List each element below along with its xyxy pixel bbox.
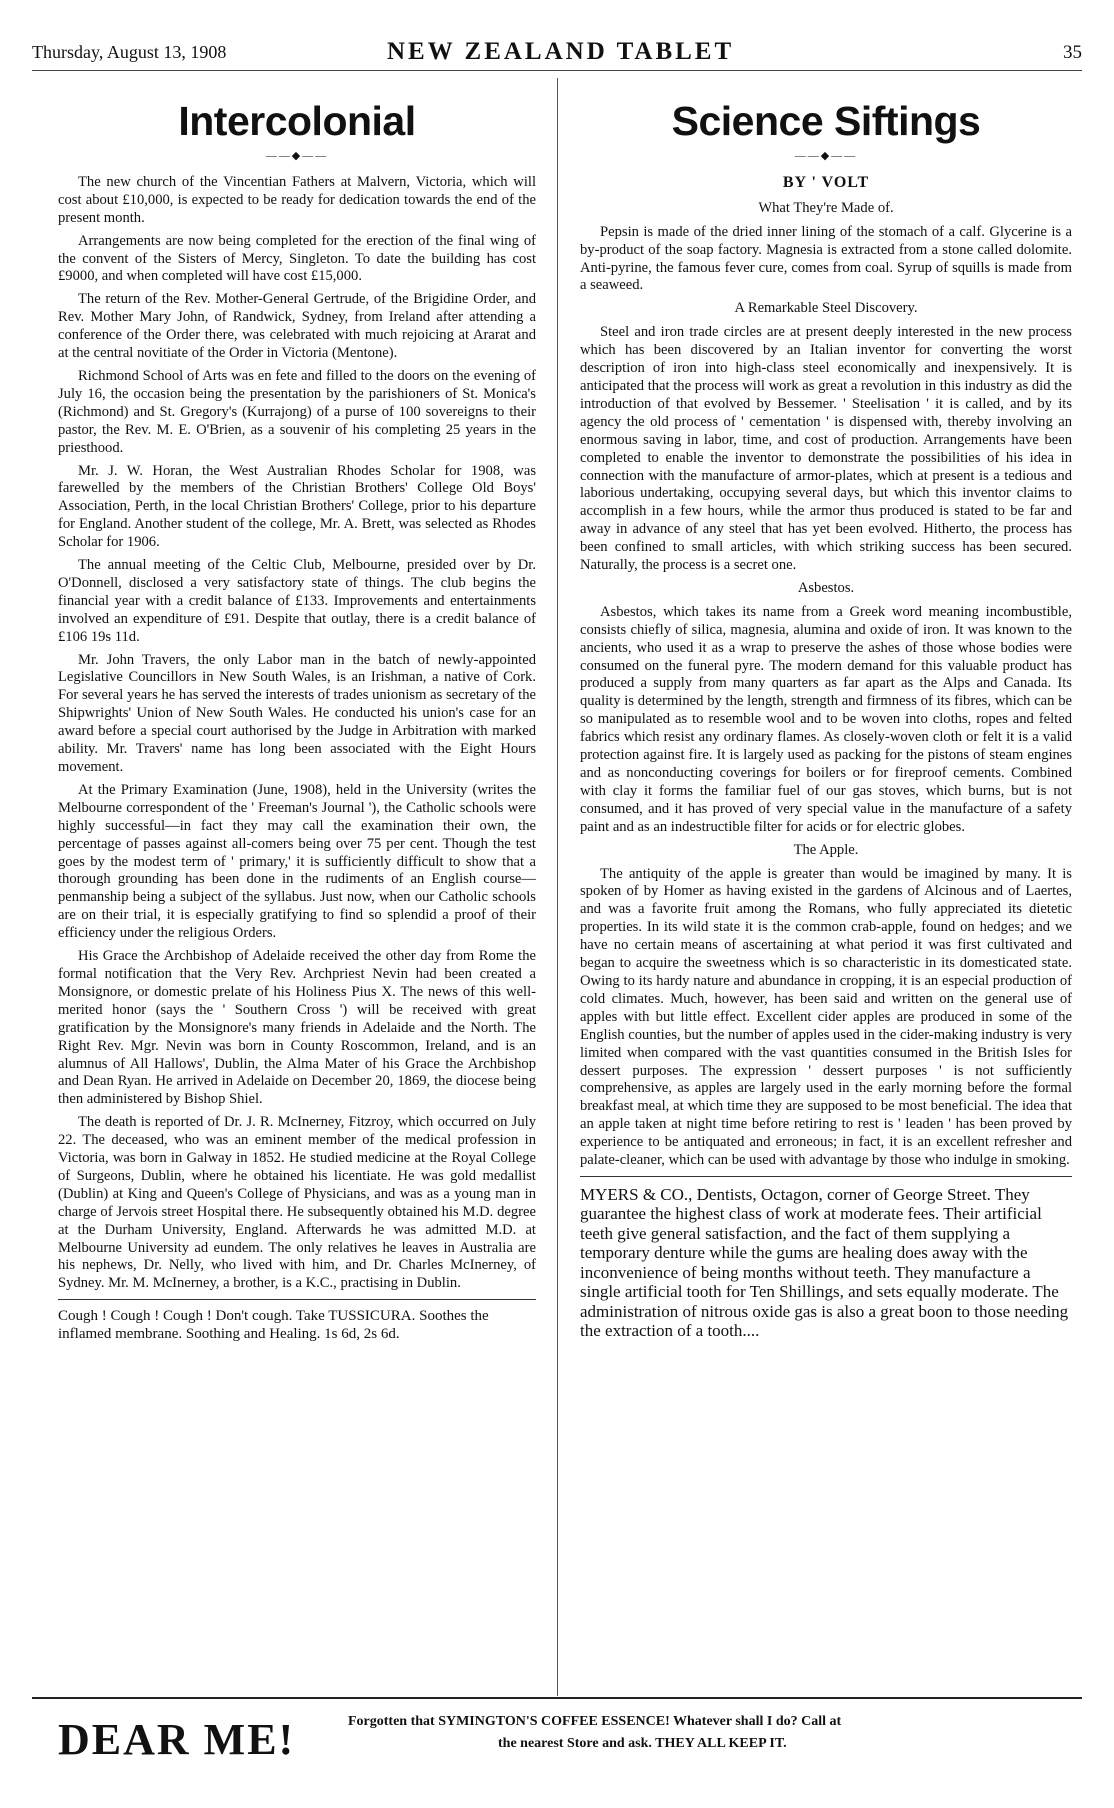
- advert-rule: [580, 1176, 1072, 1177]
- article-paragraph: Pepsin is made of the dried inner lining of the stomach of a calf. Glycerine is a by-product of the soap factory. Magnesia is extracted from a stone called dolomite. Anti-pyrine, the famous fever cure, comes from coal. Syrup of squills is made from a seaweed.: [580, 223, 1072, 294]
- issue-date: Thursday, August 13, 1908: [32, 42, 227, 62]
- article-paragraph: Asbestos, which takes its name from a Greek word meaning incombustible, consists chiefly of silica, magnesia, alumina and oxide of iron. It was known to the ancients, who used it as a wrap to preserve the ashes of those whose bodies were consumed on the funeral pyre. The modern demand for this valuable product has produced a supply from many quarters as far apart as the Alps and Canada. Its quality is determined by the length, strength and firmness of its fibres, which can be so manipulated as to resemble wool and to be woven into cloths, ropes and felted fabrics which resist any ordinary flames. As closely-woven cloth or felt it is a valid protection against fire. It is largely used as packing for the pistons of steam engines and as nonconducting coverings for boilers or for fireproof cements. Combined with clay it forms the familiar fuel of our gas stoves, which burns, but is not consumed, and it has proved of very special value in the manufacture of a safety paint and as an indestructible filter for acids or for electric globes.: [580, 603, 1072, 835]
- article-paragraph: His Grace the Archbishop of Adelaide received the other day from Rome the formal notification that the Very Rev. Archpriest Nevin had been created a Monsignore, or domestic prelate of his Holiness Pius X. The news of this well-merited honor (says the ' Southern Cross ') will be received with great gratification by the Monsignore's many friends in Adelaide and the North. The Right Rev. Mgr. Nevin was born in County Roscommon, Ireland, and is an alumnus of All Hallows', Dublin, the Alma Mater of his Grace the Archbishop and Dean Ryan. He arrived in Adelaide on December 20, 1869, the diocese being then administered by Bishop Shiel.: [58, 948, 536, 1108]
- intercolonial-column: [58, 82, 536, 1343]
- article-paragraph: The new church of the Vincentian Fathers at Malvern, Victoria, which will cost about £10,000, is expected to be ready for dedication towards the end of the present month.: [58, 173, 536, 226]
- article-paragraph: At the Primary Examination (June, 1908), held in the University (writes the Melbourne correspondent of the ' Freeman's Journal '), the Catholic schools were highly successful—in fact they may call the examination their own, the percentage of passes against all-comers being over 75 per cent. Though the test goes by the modest term of ' primary,' it is sufficiently difficult to show that a thorough grounding has been done in the rudiments of an English course—penmanship being a subject of the syllabus. Just now, when our Catholic schools are on their trial, it is especially gratifying to find so splendid a proof of their efficiency under the religious Orders.: [58, 781, 536, 942]
- page-header: [32, 38, 1082, 68]
- article-paragraph: The death is reported of Dr. J. R. McInerney, Fitzroy, which occurred on July 22. The deceased, who was an eminent member of the medical profession in Victoria, was born in Galway in 1852. He studied medicine at the Royal College of Surgeons, Dublin, where he obtained his licentiate. He was gold medallist (Dublin) at King and Queen's College of Physicians, and was as a young man in charge of Jervois street Hospital there. He subsequently obtained his M.D. degree at the Durham University, England. Afterwards he was admitted M.D. at Melbourne University ad eundem. The only relatives he leaves in Australia are his nephews, Dr. Nelly, who lived with him, and Dr. Charles McInerney, of Sydney. Mr. M. McInerney, a brother, is a K.C., practising in Dublin.: [58, 1114, 536, 1292]
- subhead-made-of: What They're Made of.: [758, 199, 894, 216]
- subhead-asbestos: Asbestos.: [797, 579, 855, 596]
- article-paragraph: Steel and iron trade circles are at present deeply interested in the new process which has been discovered by an Italian inventor for converting the worst description of iron into high-class steel economically and inexpensively. It is anticipated that the process will work as great a revolution in this industry as did the introduction of that evolved by Bessemer. ' Steelisation ' it is called, and by its agency the old process of ' cementation ' is dispensed with, thereby involving an enormous saving in labor, time, and cost of production. Arrangements have been completed to enable the inventor to demonstrate the possibilities of his idea in connection with the manufacture of armor-plates, which at present is a tedious and laborious undertaking, occupying several days, but which this inventor claims to accomplish in a few hours, while the armor thus produced is stated to be far and away in advance of any steel that has yet been evolved. Hitherto, the process has been confined to small articles, with which striking success has been secured. Naturally, the process is a secret one.: [580, 324, 1072, 574]
- advert-rule: [58, 1299, 536, 1300]
- ornament-divider: ——◆——: [265, 150, 329, 162]
- article-paragraph: Richmond School of Arts was en fete and filled to the doors on the evening of July 16, the occasion being the presentation by the parishioners of St. Monica's (Richmond) and St. Gregory's (Kurrajong) of a purse of 100 sovereigns to their pastor, the Rev. M. E. O'Brien, as a souvenir of his completing 25 years in the priesthood.: [58, 367, 536, 456]
- page-number: 35: [1063, 42, 1082, 63]
- subhead-apple: The Apple.: [793, 841, 859, 858]
- article-paragraph: Arrangements are now being completed for the erection of the final wing of the convent of the Sisters of Mercy, Singleton. To date the building has cost £9000, and when completed will have cost £15,000.: [58, 232, 536, 285]
- footer-headline: DEAR ME!: [58, 1715, 296, 1764]
- article-paragraph: Mr. J. W. Horan, the West Australian Rhodes Scholar for 1908, was farewelled by the members of the Christian Brothers' College Old Boys' Association, Perth, in the local Christian Brothers' College, prior to his departure for England. Another student of the college, Mr. A. Brett, was selected as Rhodes Scholar for 1906.: [58, 462, 536, 551]
- byline: BY ' VOLT: [782, 173, 870, 191]
- footer-rule: [32, 1697, 1082, 1699]
- article-paragraph: The annual meeting of the Celtic Club, Melbourne, presided over by Dr. O'Donnell, disclosed a very satisfactory state of things. The club begins the financial year with a credit balance of £133. Improvements and entertainments involved an expenditure of £91. Despite that outlay, there is a credit balance of £106 19s 11d.: [58, 557, 536, 645]
- column-divider: [557, 78, 558, 1696]
- intercolonial-title: Intercolonial: [178, 98, 416, 144]
- footer-text-line1: Forgotten that SYMINGTON'S COFFEE ESSENCE! Whatever shall I do? Call at: [348, 1714, 842, 1729]
- footer-text-line2: the nearest Store and ask. THEY ALL KEEP IT.: [498, 1736, 787, 1751]
- masthead-title: NEW ZEALAND TABLET: [387, 38, 735, 65]
- article-paragraph: The antiquity of the apple is greater than would be imagined by many. It is spoken of by Homer as having existed in the gardens of Alcinous and of Laertes, and was a favorite fruit among the Romans, who fully appreciated its dietetic properties. In its wild state it is the common crab-apple, found on hedges; and we have no certain means of ascertaining at what period it was first cultivated and began to acquire the sweetness which is so characteristic in its domesticated state. Owing to its hardy nature and abundance in cropping, it is an especial production of cold climates. Much, however, has been said and written on the general use of apples with but little effect. Excellent cider apples are produced in some of the English counties, but the number of apples used in the cider-making industry is very limited when compared with the vast quantities consumed in the British Isles for dessert purposes. The expression ' dessert purposes ' is not sufficiently comprehensive, as apples are largely used in the early morning before the formal breakfast meal, at which time they are supposed to be most beneficial. The idea that an apple taken at night time before retiring to rest is ' leaden ' has been proved by experience to be antiquated and erroneous; in fact, it is an excellent refresher and palate-cleaner, which can be used with advantage by those who indulge in smoking.: [580, 865, 1072, 1169]
- subhead-steel: A Remarkable Steel Discovery.: [734, 300, 918, 317]
- header-rule: [32, 70, 1082, 71]
- ornament-divider: ——◆——: [794, 150, 858, 162]
- science-siftings-title: Science Siftings: [671, 98, 981, 144]
- tussicura-advert: Cough ! Cough ! Cough ! Don't cough. Take TUSSICURA. Soothes the inflamed membrane. Soothing and Healing. 1s 6d, 2s 6d.: [58, 1308, 489, 1342]
- article-paragraph: Mr. John Travers, the only Labor man in the batch of newly-appointed Legislative Councillors in New South Wales, is an Irishman, a native of Cork. For several years he has served the interests of trades unionism as secretary of the Shipwrights' Union of New South Wales. He conducted his union's case for an award before a special court authorised by the Judge in Arbitration with marked ability. Mr. Travers' name has long been associated with the Eight Hours movement.: [58, 651, 536, 775]
- myers-dentists-advert: MYERS & CO., Dentists, Octagon, corner of George Street. They guarantee the highest class of work at moderate fees. Their artificial teeth give general satisfaction, and the fact of them supplying a temporary denture while the gums are healing does away with the inconvenience of being months without teeth. They manufacture a single artificial tooth for Ten Shillings, and sets equally moderate. The administration of nitrous oxide gas is also a great boon to those needing the extraction of a tooth....: [580, 1184, 1069, 1341]
- science-siftings-column: [580, 82, 1072, 1341]
- article-paragraph: The return of the Rev. Mother-General Gertrude, of the Brigidine Order, and Rev. Mother Mary John, of Randwick, Sydney, from Ireland after attending a conference of the Order there, was celebrated with much rejoicing at Ararat and at the central novitiate of the Order in Victoria (Mentone).: [58, 291, 536, 362]
- footer-advert: [58, 1706, 1078, 1776]
